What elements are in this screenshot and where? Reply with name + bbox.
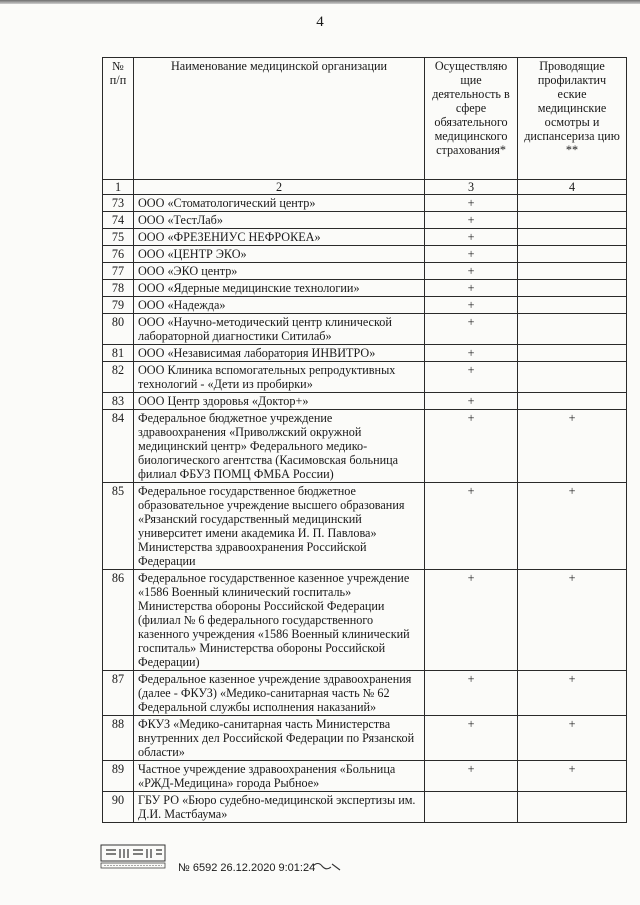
organization-name: ООО Центр здоровья «Доктор+» [134,393,425,410]
header-organization-name: Наименование медицинской организации [134,58,425,180]
row-number: 84 [103,410,134,483]
row-number: 80 [103,314,134,345]
preventive-exam-mark: + [518,483,627,570]
row-number: 85 [103,483,134,570]
oms-mark: + [425,761,518,792]
oms-mark: + [425,570,518,671]
preventive-exam-mark [518,393,627,410]
organization-name: ООО «ФРЕЗЕНИУС НЕФРОКЕА» [134,229,425,246]
document-footer [100,842,400,882]
preventive-exam-mark: + [518,716,627,761]
row-number: 89 [103,761,134,792]
column-index: 1 [103,180,134,195]
preventive-exam-mark: + [518,761,627,792]
preventive-exam-mark: + [518,570,627,671]
organization-name: ООО «ЭКО центр» [134,263,425,280]
row-number: 82 [103,362,134,393]
scan-top-edge [0,0,640,4]
oms-mark: + [425,716,518,761]
row-number: 90 [103,792,134,823]
organization-name: ООО «Надежда» [134,297,425,314]
preventive-exam-mark [518,314,627,345]
oms-mark: + [425,393,518,410]
organization-name: Федеральное бюджетное учреждение здравоохранения «Приволжский окружной медицинский центр» Федерального медико-биологического агентства (Касимовская больница филиал ФБУЗ ПОМЦ ФМБА России) [134,410,425,483]
oms-mark: + [425,263,518,280]
preventive-exam-mark [518,246,627,263]
organization-name: ГБУ РО «Бюро судебно-медицинской экспертизы им. Д.И. Мастбаума» [134,792,425,823]
table-row [103,671,627,716]
table-row [103,263,627,280]
organization-name: ООО «ЦЕНТР ЭКО» [134,246,425,263]
table-row [103,792,627,823]
row-number: 79 [103,297,134,314]
table-row [103,570,627,671]
table-row [103,483,627,570]
preventive-exam-mark [518,362,627,393]
organization-name: ФКУЗ «Медико-санитарная часть Министерства внутренних дел Российской Федерации по Рязанской области» [134,716,425,761]
oms-mark: + [425,410,518,483]
table-row [103,393,627,410]
table-row [103,280,627,297]
header-number: № п/п [103,58,134,180]
header-oms-activity: Осуществляю щие деятельность в сфере обязательного медицинского страхования* [425,58,518,180]
row-number: 77 [103,263,134,280]
preventive-exam-mark [518,297,627,314]
preventive-exam-mark: + [518,410,627,483]
preventive-exam-mark [518,212,627,229]
preventive-exam-mark [518,345,627,362]
row-number: 88 [103,716,134,761]
table-row [103,195,627,212]
preventive-exam-mark [518,229,627,246]
row-number: 78 [103,280,134,297]
oms-mark: + [425,362,518,393]
oms-mark: + [425,195,518,212]
preventive-exam-mark [518,263,627,280]
oms-mark: + [425,297,518,314]
row-number: 76 [103,246,134,263]
page-number: 4 [316,14,324,30]
header-preventive-exams: Проводящие профилактич еские медицинские осмотры и диспансериза цию ** [518,58,627,180]
column-index: 2 [134,180,425,195]
column-index-row [103,180,627,195]
row-number: 86 [103,570,134,671]
row-number: 87 [103,671,134,716]
organization-name: ООО «Стоматологический центр» [134,195,425,212]
preventive-exam-mark: + [518,671,627,716]
table-row [103,212,627,229]
table-row [103,410,627,483]
oms-mark: + [425,345,518,362]
preventive-exam-mark [518,195,627,212]
organization-name: Федеральное государственное бюджетное образовательное учреждение высшего образования «Рязанский государственный медицинский университет имени академика И. П. Павлова» Министерства здравоохранения Российской Федерации [134,483,425,570]
oms-mark [425,792,518,823]
row-number: 73 [103,195,134,212]
table-row [103,716,627,761]
oms-mark: + [425,280,518,297]
table-row [103,345,627,362]
registration-number: № 6592 26.12.2020 9:01:24 [178,862,316,874]
organizations-table [102,57,627,823]
organization-name: ООО «Независимая лаборатория ИНВИТРО» [134,345,425,362]
oms-mark: + [425,671,518,716]
pen-mark-icon [312,860,342,872]
organization-name: ООО «ТестЛаб» [134,212,425,229]
organization-name: Федеральное казенное учреждение здравоохранения (далее - ФКУЗ) «Медико-санитарная часть № 62 Федеральной службы исполнения наказаний» [134,671,425,716]
row-number: 83 [103,393,134,410]
organization-name: ООО «Научно-методический центр клинической лабораторной диагностики Ситилаб» [134,314,425,345]
oms-mark: + [425,314,518,345]
preventive-exam-mark [518,280,627,297]
row-number: 74 [103,212,134,229]
row-number: 81 [103,345,134,362]
column-index: 4 [518,180,627,195]
organization-name: Частное учреждение здравоохранения «Больница «РЖД-Медицина» города Рыбное» [134,761,425,792]
table-row [103,314,627,345]
oms-mark: + [425,229,518,246]
oms-mark: + [425,483,518,570]
row-number: 75 [103,229,134,246]
organization-name: ООО Клиника вспомогательных репродуктивных технологий - «Дети из пробирки» [134,362,425,393]
table-row [103,761,627,792]
preventive-exam-mark [518,792,627,823]
column-index: 3 [425,180,518,195]
oms-mark: + [425,246,518,263]
organization-name: ООО «Ядерные медицинские технологии» [134,280,425,297]
table-row [103,246,627,263]
table-row [103,229,627,246]
registry-stamp-logo [100,842,172,870]
organization-name: Федеральное государственное казенное учреждение «1586 Военный клинический госпиталь» Министерства обороны Российской Федерации (филиал № 6 федерального государственного казенного учреждения «1586 Военный клинический госпиталь» Министерства обороны Российской Федерации) [134,570,425,671]
table-row [103,297,627,314]
oms-mark: + [425,212,518,229]
table-header-row [103,58,627,180]
table-row [103,362,627,393]
